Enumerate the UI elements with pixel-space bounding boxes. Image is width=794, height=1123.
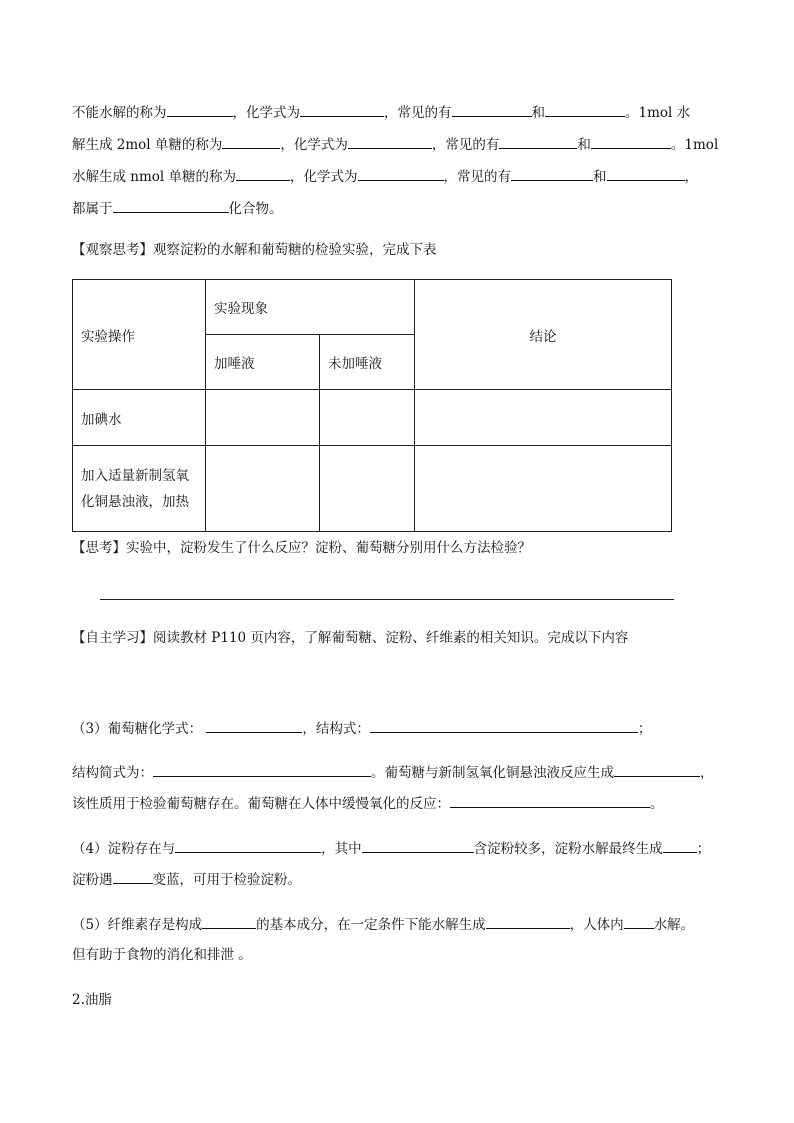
blank-field[interactable] [452,102,532,117]
text: 都属于 [72,201,113,217]
text: ； [637,721,652,737]
row-label-part2: 化铜悬浊液，加热 [81,493,189,510]
section-title: 2.油脂 [72,992,112,1008]
text: 和 [531,105,545,121]
blank-field[interactable] [450,793,650,808]
blank-field[interactable] [486,914,570,929]
blank-field[interactable] [113,198,229,213]
text: 变蓝，可用于检验淀粉。 [152,872,301,888]
para1-line4 [72,198,283,219]
blank-field[interactable] [236,166,290,181]
q3-line2 [72,762,714,783]
blank-field[interactable] [113,869,153,884]
think-question: 【思考】实验中，淀粉发生了什么反应？淀粉、葡萄糖分别用什么方法检验？ [72,540,531,556]
text: （3）葡萄糖化学式： [72,721,203,737]
self-study-heading: 【自主学习】阅读教材 P110 页内容，了解葡萄糖、淀粉、纤维素的相关知识。完成以下内容 [72,630,629,646]
blank-field[interactable] [206,718,302,733]
blank-field[interactable] [362,838,474,853]
text: 和 [593,169,607,185]
header-with-saliva: 加唾液 [206,335,320,390]
blank-field[interactable] [348,134,432,149]
text: ，结构式： [302,721,370,737]
text: 和 [577,137,591,153]
text: ； [696,841,711,857]
blank-field[interactable] [358,166,444,181]
cell-copper-conclusion[interactable] [415,446,672,532]
blank-field[interactable] [202,914,256,929]
blank-field[interactable] [175,838,321,853]
q4-line2 [72,869,301,890]
para1-line1 [72,102,690,123]
answer-line[interactable] [100,599,674,600]
blank-field[interactable] [222,134,280,149]
para1-line2 [72,134,718,155]
q4-line1 [72,838,710,859]
blank-field[interactable] [167,102,233,117]
text: ，化学式为 [280,137,348,153]
q3-line1 [72,718,651,739]
blank-field[interactable] [624,914,654,929]
row-copper-hydroxide-label [73,446,206,532]
blank-field[interactable] [300,102,384,117]
cell-iodine-with-saliva[interactable] [206,390,320,446]
q5-line2: 但有助于食物的消化和排泄 。 [72,947,252,963]
text: （4）淀粉存在与 [72,841,176,857]
header-operation: 实验操作 [73,280,206,390]
cell-copper-with-saliva[interactable] [206,446,320,532]
blank-field[interactable] [607,166,685,181]
header-phenomenon: 实验现象 [206,280,415,335]
text: ，其中 [321,841,362,857]
blank-field[interactable] [153,762,371,777]
text: ， [684,169,699,185]
text: 水解。 [653,917,695,933]
observe-heading: 【观察思考】观察淀粉的水解和葡萄糖的检验实验，完成下表 [72,242,437,258]
text: ，化学式为 [232,105,300,121]
row-iodine-label: 加碘水 [73,390,206,446]
cell-copper-without-saliva[interactable] [320,446,415,532]
text: ， [700,765,714,781]
text: ，人体内 [569,917,624,933]
text: ，常见的有 [443,169,512,185]
text: 。1mol 水 [625,105,691,121]
text: 。1mol [670,137,719,153]
blank-field[interactable] [499,134,577,149]
text: 水解生成 nmol 单糖的称为 [72,169,237,185]
blank-field[interactable] [545,102,625,117]
text: ，化学式为 [290,169,358,185]
text: 不能水解的称为 [72,105,167,121]
row-label-part1: 加入适量新制氢氧 [81,467,189,484]
text: 化合物。 [228,201,283,217]
text: 结构简式为： [72,765,153,781]
text: 解生成 2mol 单糖的称为 [72,137,223,153]
text: 的基本成分，在一定条件下能水解生成 [256,917,486,933]
blank-field[interactable] [614,762,700,777]
text: 淀粉遇 [72,872,113,888]
cell-iodine-without-saliva[interactable] [320,390,415,446]
header-conclusion: 结论 [415,280,672,390]
q5-line1 [72,914,694,935]
q3-line3 [72,793,664,814]
blank-field[interactable] [370,718,638,733]
text: 。 [650,796,664,812]
observation-table [72,279,672,532]
cell-iodine-conclusion[interactable] [415,390,672,446]
blank-field[interactable] [591,134,671,149]
header-without-saliva: 未加唾液 [320,335,415,390]
text: 含淀粉较多，淀粉水解最终生成 [473,841,663,857]
text: ，常见的有 [431,137,500,153]
text: ，常见的有 [384,105,452,121]
text: （5）纤维素存是构成 [72,917,203,933]
para1-line3 [72,166,698,187]
blank-field[interactable] [663,838,697,853]
text: 该性质用于检验葡萄糖存在。葡萄糖在人体中缓慢氧化的反应： [72,796,450,812]
text: 。葡萄糖与新制氢氧化铜悬浊液反应生成 [371,765,614,781]
blank-field[interactable] [511,166,593,181]
